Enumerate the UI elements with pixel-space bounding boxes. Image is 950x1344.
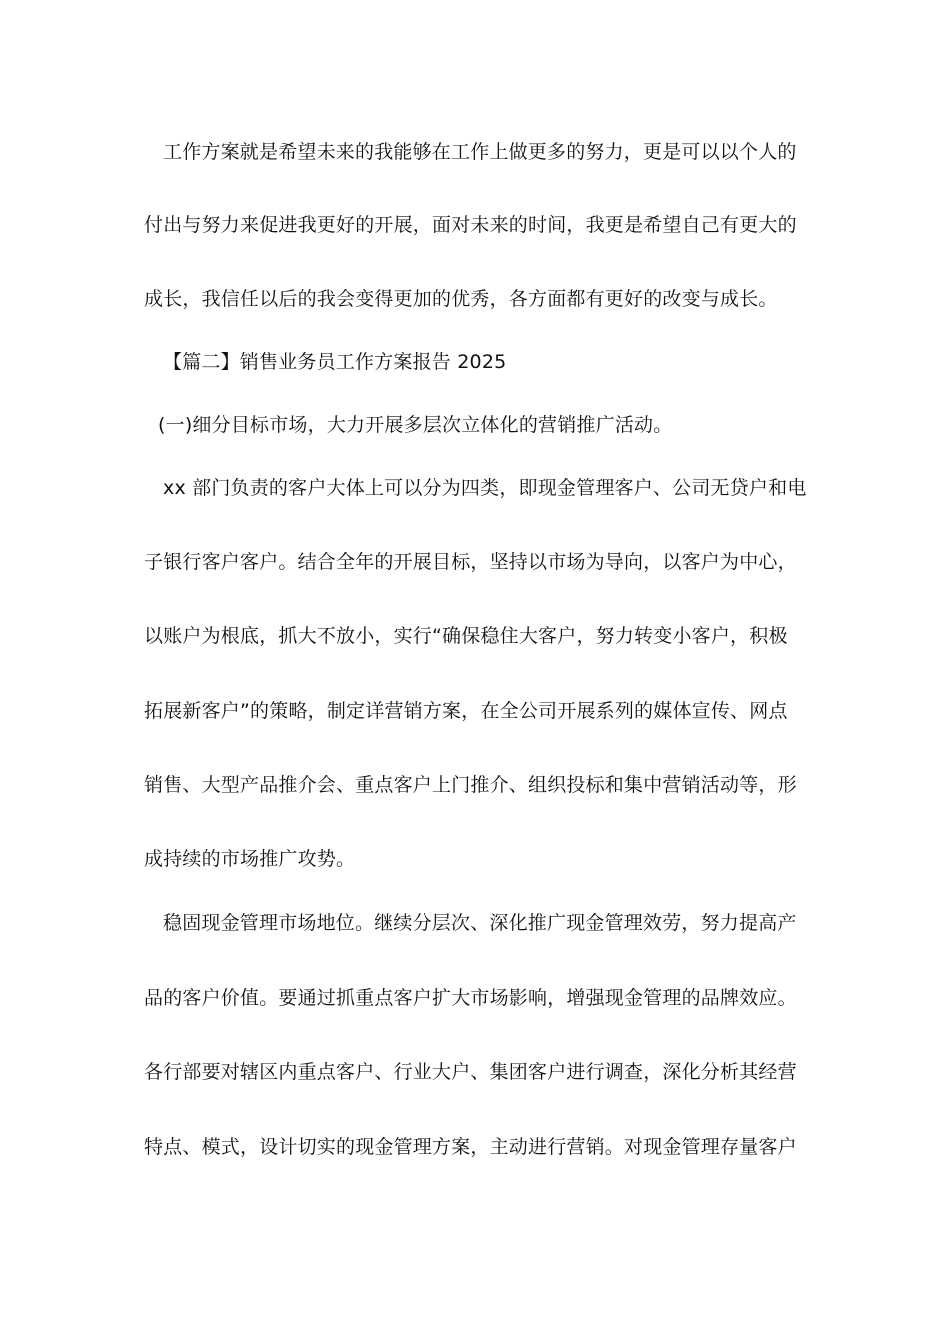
paragraph-1-line-1: 工作方案就是希望未来的我能够在工作上做更多的努力，更是可以以个人的 [163,141,797,163]
paragraph-2-line-4: 拓展新客户”的策略，制定详营销方案，在全公司开展系列的媒体宣传、网点 [144,700,788,722]
paragraph-2-line-2: 子银行客户客户。结合全年的开展目标，坚持以市场为导向，以客户为中心， [144,551,797,573]
paragraph-2-line-1: xx 部门负责的客户大体上可以分为四类，即现金管理客户、公司无贷户和电 [163,477,807,499]
paragraph-3-line-4: 特点、模式，设计切实的现金管理方案，主动进行营销。对现金管理存量客户 [144,1136,797,1158]
paragraph-1-line-2: 付出与努力来促进我更好的开展，面对未来的时间，我更是希望自己有更大的 [144,214,797,236]
section-heading: 【篇二】销售业务员工作方案报告 2025 [163,351,507,373]
paragraph-3-line-1: 稳固现金管理市场地位。继续分层次、深化推广现金管理效劳，努力提高产 [163,912,797,934]
paragraph-2-line-3: 以账户为根底，抓大不放小，实行“确保稳住大客户，努力转变小客户，积极 [144,625,788,647]
paragraph-2-line-5: 销售、大型产品推介会、重点客户上门推介、组织投标和集中营销活动等，形 [144,774,797,796]
paragraph-3-line-2: 品的客户价值。要通过抓重点客户扩大市场影响，增强现金管理的品牌效应。 [144,987,797,1009]
subsection-heading: (一)细分目标市场，大力开展多层次立体化的营销推广活动。 [158,414,673,436]
paragraph-1-line-3: 成长，我信任以后的我会变得更加的优秀，各方面都有更好的改变与成长。 [144,288,778,310]
paragraph-3-line-3: 各行部要对辖区内重点客户、行业大户、集团客户进行调查，深化分析其经营 [144,1061,797,1083]
paragraph-2-line-6: 成持续的市场推广攻势。 [144,848,356,870]
